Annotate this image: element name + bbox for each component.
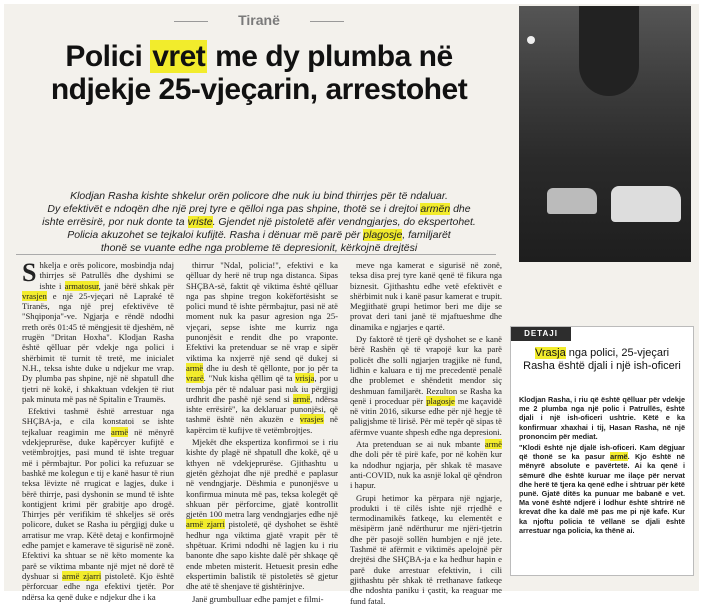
lead-line: Dy efektivët e ndoqën dhe një prej tyre e qëlloi nga pas shpine, thotë se i drejtoi armën dhe bbox=[47, 203, 471, 215]
paragraph: Mjekët dhe ekspertiza konfirmoi se i riu kishte dy plagë në shpatull dhe kokë, që u kthyen në vdekjeprurëse. Gjithashtu u gjetën gëzhojat dhe një predhë e paplasur në vendngjarje. Dëshmia e punonjësve u konfirmua minuta më pas, teksa kolegët që shkuan për përforcime, gjatë kontrollit gjetën 100 metra larg vendngjarjes edhe një armë zjarri pistoletë, që dyshohet se është hedhur nga viktima gjatë vrapit për të shpëtuar. Krimi ndodhi në lagjen ku i riu banonte dhe sapo kishte dalë për shkaqe që ende mbeten misterit. Hetuesit presin edhe ekspertimin balistik të pistoletës së gjetur dhe atë të shenjave të gishtërinjve. bbox=[186, 437, 339, 592]
headline-part1: Polici bbox=[65, 40, 151, 73]
tree-shape bbox=[579, 6, 639, 96]
article-column-3 bbox=[350, 260, 502, 608]
lead-line: ishte errësirë, por nuk donte ta vriste. Gjendet një pistoletë afër vendngjarjes, do ekspertohet. bbox=[42, 216, 476, 228]
highlight: vrisja bbox=[295, 373, 315, 384]
paragraph: Grupi hetimor ka përpara një ngjarje, produkti i të cilës ishte një rrjedhë e termodinamikës fatkeqe, ku elementët e mësipërm janë ndërthurur me njëri-tjetrin dhe për pasojë sollën humbjen e një jete. Tashmë të afërmit e viktimës apelojnë për drejtësi dhe SHÇBA-ja e ka hedhur hapin e parë duke arrestuar efektivin, i cili gjithashtu për shkak të rrethanave fatkeqe dhe ndoshta paniku i çastit, ka reaguar me fund fatal. bbox=[350, 492, 502, 606]
highlight: armë bbox=[186, 362, 204, 373]
parked-car bbox=[547, 188, 597, 214]
headline-highlight: vret bbox=[152, 40, 206, 73]
detail-box-body bbox=[519, 395, 685, 537]
article-column-2 bbox=[186, 260, 338, 606]
highlight: armatosur bbox=[64, 280, 99, 291]
paragraph: meve nga kamerat e sigurisë në zonë, teksa disa prej tyre kanë qenë të fikura nga biznesit. Gjithashtu edhe vetë efektivët e shërbimit nuk i kanë pasur kamerat e trupit. Megjithatë grupi hetimor beri me dije se provat deri tani janë të mjaftueshme dhe dinamika e ngjarjes e qartë. bbox=[350, 260, 502, 332]
detail-box-tab: DETAJI bbox=[511, 327, 571, 341]
paragraph: Shkelja e orës policore, mosbindja ndaj thirrjes së Patrullës dhe dyshimi se ishte i armatosur, janë bërë shkak për vrasjen e një 25-vjeçari në Lapraké të Tiranës, nga një prej efektivëve të "Shqiponja"-ve. Ngjarja e rëndë ndodhi rreth orës 01:45 të mëngjesit të djeshëm, në rrugën "Dritan Hoxha". Klodjan Rasha është qëlluar për vdekje nga polici i shërbimit të turnit të tretë, me inicialet N.H., teksa ishte duke u ndjekur me vrap. Dy plumba pas shpine, një në shpatull dhe tjetri në kokë, i shkaktuan vdekjen të riut pak minuta më pas në Spitalin e Traumës. bbox=[22, 258, 174, 404]
headline-part2: me dy plumba në ndjekje 25-vjeçarin, arrestohet bbox=[50, 40, 468, 106]
lead-line: Policia akuzohet se tejkaloi kufijtë. Rasha i dënuar më parë për plagosje, familjarët bbox=[67, 229, 451, 241]
police-car bbox=[611, 186, 681, 222]
highlight: armë zjarri bbox=[186, 519, 225, 530]
article-column-1 bbox=[22, 260, 174, 604]
divider bbox=[16, 254, 496, 255]
highlight: vrasjen bbox=[22, 290, 47, 301]
highlight: armë bbox=[610, 452, 628, 462]
highlight: plagosje bbox=[363, 229, 403, 241]
paragraph: Janë grumbulluar edhe pamjet e filmi- bbox=[192, 593, 324, 604]
paragraph: thirrur "Ndal, policia!", efektivi e ka qëlluar dy herë në trup nga distanca. Sipas SHÇBA-së, faktit që viktima është qëlluar nga pas shpine tregon kokëfortësisht se polici mund të ishte përmbajtur, pasi në atë moment nuk ka pasur agresion nga 25-vjeçari, sepse ishte me kurriz nga punonjësit e rendit dhe po vraponte. Efektivi ka pretenduar se në vrap e sipër viktima ka nxjerrë një send që dukej si armë dhe iu desh të qëllonte, por jo për ta vrarë. "Nuk kisha qëllim që ta vrisja, por u trembja për të ndaluar pasi nuk iu përgjigj urdhrit dhe pashë një send si armë, ndërsa ishte errësirë", ka deklaruar punonjësi, që tashmë është nën akuzën e vrasjes në kapërcim të kufijve të vetëmbrojtjes. bbox=[186, 260, 339, 435]
highlight: Vrasja bbox=[534, 347, 566, 359]
highlight: armë zjarri bbox=[62, 570, 102, 581]
section-label: Tiranë bbox=[184, 12, 334, 28]
highlight: vriste bbox=[187, 216, 213, 228]
detail-box bbox=[510, 326, 694, 576]
detail-box-heading: Vrasja nga polici, 25-vjeçari Rasha është djali i një ish-oficeri bbox=[523, 347, 681, 372]
street-light bbox=[527, 36, 535, 44]
lead-paragraph bbox=[34, 190, 484, 255]
highlight: vrarë bbox=[186, 373, 204, 384]
highlight: vrasjes bbox=[299, 414, 324, 425]
highlight: armën bbox=[420, 203, 451, 215]
lead-line: thonë se vuante edhe nga probleme të depresionit, kërkojnë drejtësi bbox=[100, 242, 418, 254]
night-street-photo bbox=[519, 6, 691, 262]
lead-line: Klodjan Rasha kishte shkelur orën policore dhe nuk iu bind thirrjes për të ndaluar. bbox=[70, 190, 448, 202]
drop-cap: S bbox=[22, 258, 37, 287]
highlight: armë bbox=[484, 439, 502, 450]
article-body bbox=[22, 258, 510, 606]
paragraph: Efektivi tashmë është arrestuar nga SHÇBA-ja, e cila konstatoi se ishte tejkaluar reagimin me armë në mënyrë vdekjeprurëse, duke kapërcyer kufijtë e vetëmbrojtjes, pasi mund të ishte treguar më i përmbajtur. Por polici ka refuzuar se bashkë me kolegun e tij e kanë hasur të riun teksa lëvizte në rrugicat e lagjes, duke i bërë thirrje, pasi dyshonin se mund të ishte kontigjent krimi për grabitje apo drogë. Thirrjes për verifikim të shkeljes së orës policore, duket se Rasha iu përgjigj duke u arratisur me vrap. Këtë detaj e konfirmojnë edhe pamjet e kamerave të sigurisë në zonë. Efektivi ka shtuar se në këto momente ka parë se viktima mbante një mjet në dorë të dyshuar si armë zjarri pistoletë. Kjo është përforcuar edhe nga efektivi tjetër. Por ndërsa ka qenë duke e ndjekur dhe i ka bbox=[22, 406, 174, 602]
paragraph: Dy faktorë të tjerë që dyshohet se e kanë bërë Rashën që të vrapojë kur ka parë policët dhe solli ngjarjen tragjike në fund, lidhin e kaluara e tij me precedentë penalë dhe problemet e shëndetit mendor siç deshmuan familjarët. Rezulton se Rasha ka qenë i proceduar për plagosje me kaçavidë në vitin 2016, sikurse edhe për një hegje të paligjshme të lirisë. Për më tepër që sipas të afërmve vuante shpesh edhe nga depresioni. bbox=[350, 334, 502, 437]
newspaper-page bbox=[4, 4, 699, 606]
paragraph: Klodjan Rasha, i riu që është qëlluar për vdekje me 2 plumba nga një polic i Patrullës, është djali i një ish-oficeri ushtrie. Këtë e ka konfirmuar xhaxhai i tij, Hasan Rasha, në një prononcim për mediat. bbox=[519, 395, 685, 441]
paragraph: Ata pretenduan se ai nuk mbante armë dhe doli për të pirë kafe, por në kohën kur ka ndodhur ngjarja, për shkak të masave anti-COVID, nuk ka asnjë lokal që qëndron i hapur. bbox=[350, 439, 502, 491]
highlight: armë bbox=[292, 393, 311, 404]
highlight: armë bbox=[111, 426, 129, 437]
headline bbox=[24, 40, 494, 106]
highlight: plagosje bbox=[426, 395, 455, 406]
paragraph: "Klodi është një djalë ish-oficeri. Kam dëgjuar që thonë se ka pasur armë. Kjo është në mënyrë absolute e pavërtetë. Ai ka qenë i sëmurë dhe është kuruar me ilaçe për nervat dhe herë të tjera ka qenë edhe i shtruar për këtë punë. Gjatë ditës ka punuar me babanë e vet. Ma vonë është ndjerë i lodhur është shtrirë në krevat dhe ka dalë më pas me pi një kafe. Kur ka njoftu policia të vëllanë se djali është arrestuar nga policia, ka thënë ai. bbox=[519, 443, 685, 535]
